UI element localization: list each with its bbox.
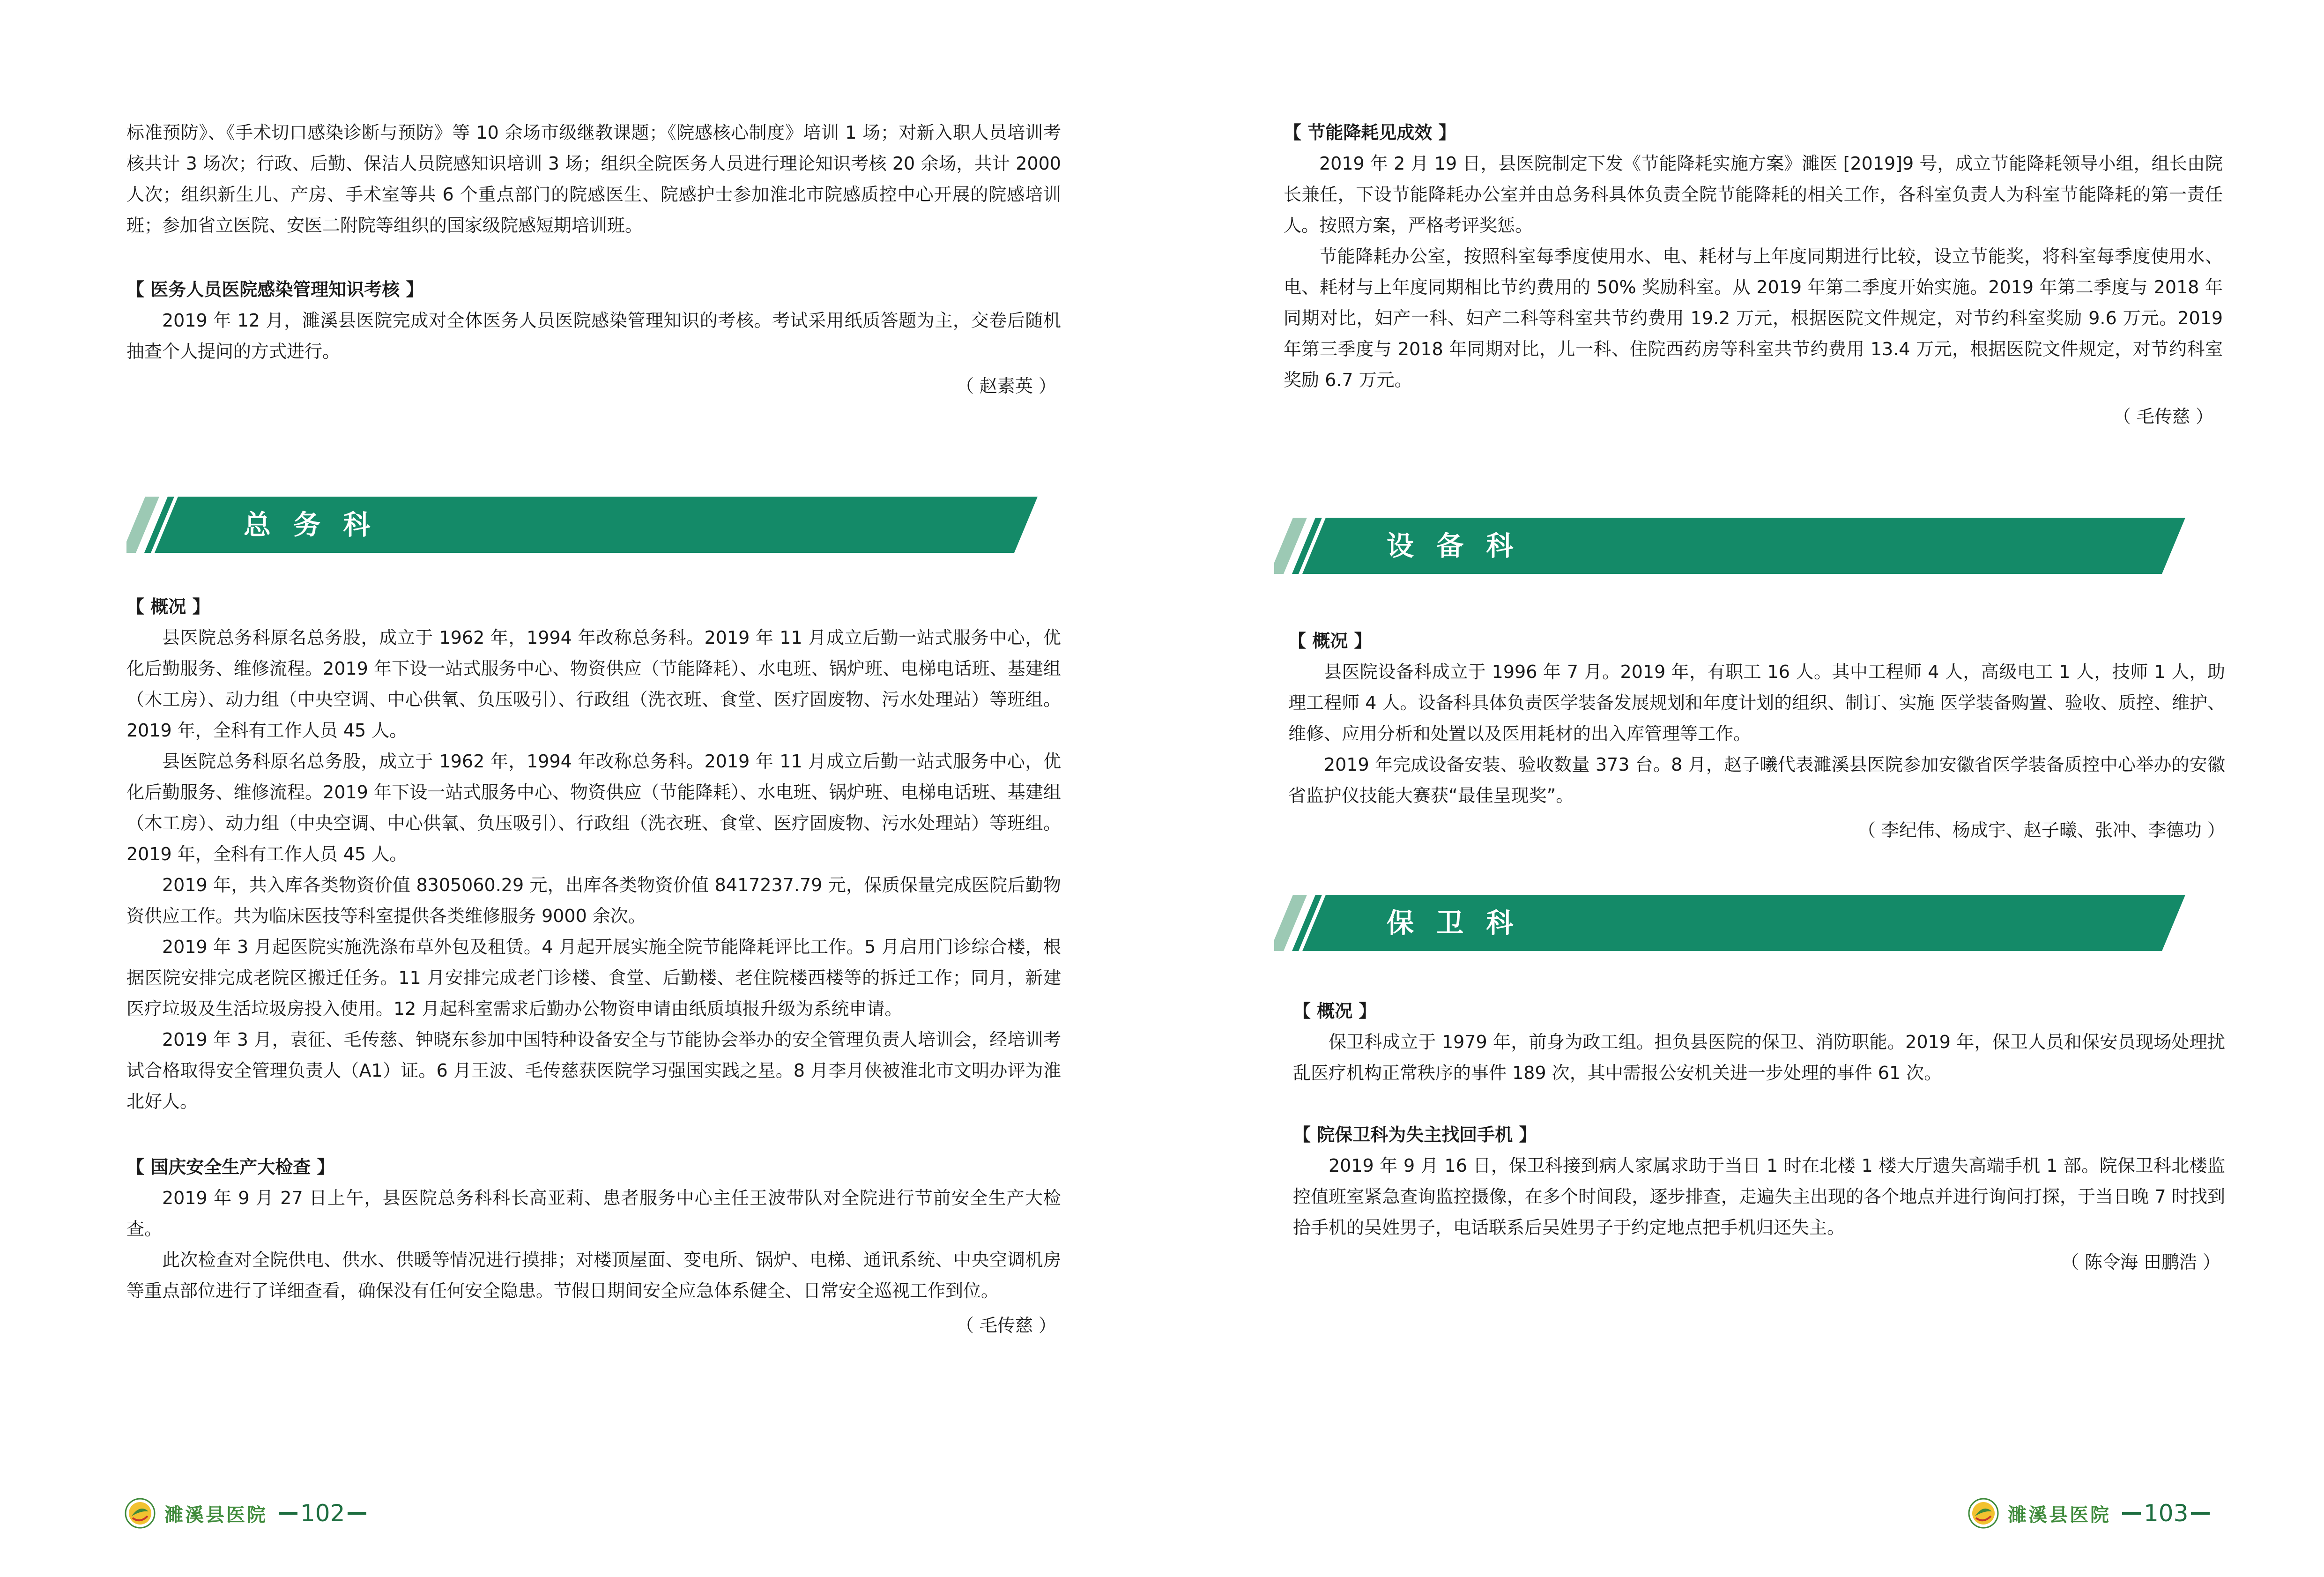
- security-signature: （ 陈令海 田鹏浩 ）: [2061, 1252, 2220, 1272]
- right-footer: [1968, 1497, 2210, 1530]
- section-title: 保 卫 科: [1387, 907, 1520, 939]
- hospital-name: 濉溪县医院: [2008, 1503, 2111, 1526]
- equipment-paragraph: 县医院设备科成立于 1996 年 7 月。2019 年，有职工 16 人。其中工程师 4 人，高级电工 1 人，技师 1 人，助理工程师 4 人。设备科具体负责医学装备发展规划和年度计划的组织、制订、实施 医学装备购置、验收、质控、维护、维修、应用分析和处置以及医用耗材的出入库管理等工作。: [1288, 662, 2225, 744]
- exam-section: [126, 274, 1061, 402]
- section-title: 总 务 科: [244, 509, 377, 541]
- safety-section: [126, 1152, 1061, 1341]
- overview-paragraph: 2019 年 3 月，袁征、毛传慈、钟晓东参加中国特种设备安全与节能协会举办的安全管理负责人培训会，经培训考试合格取得安全管理负责人（A1）证。6 月王波、毛传慈获医院学习强国实践之星。8 月李月侠被淮北市文明办评为淮北好人。: [126, 1029, 1061, 1112]
- intro-paragraph: 标准预防》、《手术切口感染诊断与预防》等 10 余场市级继教课题；《院感核心制度》培训 1 场；对新入职人员培训考核共计 3 场次；行政、后勤、保洁人员院感知识培训 3 场；组织全院医务人员进行理论知识考核 20 余场，共计 2000 人次；组织新生儿、产房、手术室等共 6 个重点部门的院感医生、院感护士参加淮北市院感质控中心开展的院感培训班；参加省立医院、安医二附院等组织的国家级院感短期培训班。: [126, 122, 1061, 236]
- hospital-name: 濉溪县医院: [164, 1503, 267, 1526]
- intro-block: [126, 117, 1061, 241]
- security-band: [1274, 893, 2185, 953]
- energy-section: [1284, 117, 2223, 432]
- exam-heading: 【 医务人员医院感染管理知识考核 】: [126, 279, 424, 300]
- overview-section: [126, 591, 1061, 1117]
- equipment-band: [1274, 515, 2185, 576]
- overview-paragraph: 2019 年，共入库各类物资价值 8305060.29 元，出库各类物资价值 8417237.79 元，保质保量完成医院后勤物资供应工作。共为临床医技等科室提供各类维修服务 9000 余次。: [126, 875, 1061, 926]
- equipment-section: [1288, 625, 2225, 846]
- page-number-value: 102: [300, 1500, 345, 1527]
- hospital-logo-icon: [1968, 1497, 1999, 1529]
- overview-paragraph: 2019 年 3 月起医院实施洗涤布草外包及租赁。4 月起开展实施全院节能降耗评比工作。5 月启用门诊综合楼，根据医院安排完成老院区搬迁任务。11 月安排完成老门诊楼、食堂、后勤楼、老住院楼西楼等的拆迁工作；同月，新建医疗垃圾及生活垃圾房投入使用。12 月起科室需求后勤办公物资申请由纸质填报升级为系统申请。: [126, 937, 1061, 1019]
- safety-signature: （ 毛传慈 ）: [956, 1315, 1056, 1336]
- energy-paragraph: 节能降耗办公室，按照科室每季度使用水、电、耗材与上年度同期进行比较，设立节能奖，将科室每季度使用水、电、耗材与上年度同期相比节约费用的 50% 奖励科室。从 2019 年第二季度开始实施。2019 年第二季度与 2018 年同期对比，妇产一科、妇产二科等科室共节约费用 19.2 万元，根据医院文件规定，对节约科室奖励 9.6 万元。2019 年第三季度与 2018 年同期对比，儿一科、住院西药房等科室共节约费用 13.4 万元，根据医院文件规定，对节约科室奖励 6.7 万元。: [1284, 246, 2223, 390]
- security-section: [1293, 996, 2225, 1278]
- safety-paragraph: 2019 年 9 月 27 日上午，县医院总务科科长高亚莉、患者服务中心主任王波带队对全院进行节前安全生产大检查。: [126, 1188, 1061, 1239]
- phone-paragraph: 2019 年 9 月 16 日，保卫科接到病人家属求助于当日 1 时在北楼 1 楼大厅遗失高端手机 1 部。院保卫科北楼监控值班室紧急查询监控摄像，在多个时间段，逐步排查，走遍失主出现的各个地点并进行询问打探，于当日晚 7 时找到拾手机的吴姓男子，电话联系后吴姓男子于约定地点把手机归还失主。: [1293, 1155, 2225, 1238]
- overview-paragraph: 县医院总务科原名总务股，成立于 1962 年，1994 年改称总务科。2019 年 11 月成立后勤一站式服务中心，优化后勤服务、维修流程。2019 年下设一站式服务中心、物资供应（节能降耗）、水电班、锅炉班、电梯电话班、基建组（木工房）、动力组（中央空调、中心供氧、负压吸引）、行政组（洗衣班、食堂、医疗固废物、污水处理站）等班组。2019 年，全科有工作人员 45 人。: [126, 751, 1061, 864]
- hospital-logo-icon: [124, 1497, 156, 1529]
- overview-heading: 【 概况 】: [126, 596, 210, 617]
- page-number: [279, 1500, 366, 1527]
- security-overview-heading: 【 概况 】: [1293, 1001, 1377, 1021]
- page-number-value: 103: [2144, 1500, 2189, 1527]
- equipment-paragraph: 2019 年完成设备安装、验收数量 373 台。8 月，赵子曦代表濉溪县医院参加安徽省医学装备质控中心举办的安徽省监护仪技能大赛获“最佳呈现奖”。: [1288, 754, 2225, 806]
- energy-signature: （ 毛传慈 ）: [2113, 406, 2213, 427]
- right-page: [1162, 0, 2324, 1577]
- exam-signature: （ 赵素英 ）: [956, 376, 1056, 396]
- energy-paragraph: 2019 年 2 月 19 日，县医院制定下发《节能降耗实施方案》濉医 [2019]9 号，成立节能降耗领导小组，组长由院长兼任，下设节能降耗办公室并由总务科具体负责全院节能降耗的相关工作，各科室负责人为科室节能降耗的第一责任人。按照方案，严格考评奖惩。: [1284, 153, 2223, 236]
- energy-heading: 【 节能降耗见成效 】: [1284, 122, 1456, 143]
- left-footer: [124, 1497, 366, 1530]
- equipment-signature: （ 李纪伟、杨成宇、赵子曦、张冲、李德功 ）: [1857, 820, 2225, 841]
- section-title: 设 备 科: [1387, 530, 1520, 562]
- phone-heading: 【 院保卫科为失主找回手机 】: [1293, 1124, 1537, 1145]
- safety-paragraph: 此次检查对全院供电、供水、供暖等情况进行摸排；对楼顶屋面、变电所、锅炉、电梯、通讯系统、中央空调机房等重点部位进行了详细查看，确保没有任何安全隐患。节假日期间安全应急体系健全、日常安全巡视工作到位。: [126, 1250, 1061, 1301]
- page-number: [2122, 1500, 2210, 1527]
- general-affairs-band: [126, 494, 1038, 555]
- security-overview-paragraph: 保卫科成立于 1979 年，前身为政工组。担负县医院的保卫、消防职能。2019 年，保卫人员和保安员现场处理扰乱医疗机构正常秩序的事件 189 次，其中需报公安机关进一步处理的事件 61 次。: [1293, 1032, 2225, 1083]
- overview-paragraph: 县医院总务科原名总务股，成立于 1962 年，1994 年改称总务科。2019 年 11 月成立后勤一站式服务中心，优化后勤服务、维修流程。2019 年下设一站式服务中心、物资供应（节能降耗）、水电班、锅炉班、电梯电话班、基建组（木工房）、动力组（中央空调、中心供氧、负压吸引）、行政组（洗衣班、食堂、医疗固废物、污水处理站）等班组。2019 年，全科有工作人员 45 人。: [126, 627, 1061, 741]
- equipment-overview-heading: 【 概况 】: [1288, 631, 1372, 651]
- safety-heading: 【 国庆安全生产大检查 】: [126, 1157, 335, 1177]
- exam-paragraph: 2019 年 12 月，濉溪县医院完成对全体医务人员医院感染管理知识的考核。考试采用纸质答题为主，交卷后随机抽查个人提问的方式进行。: [126, 310, 1061, 362]
